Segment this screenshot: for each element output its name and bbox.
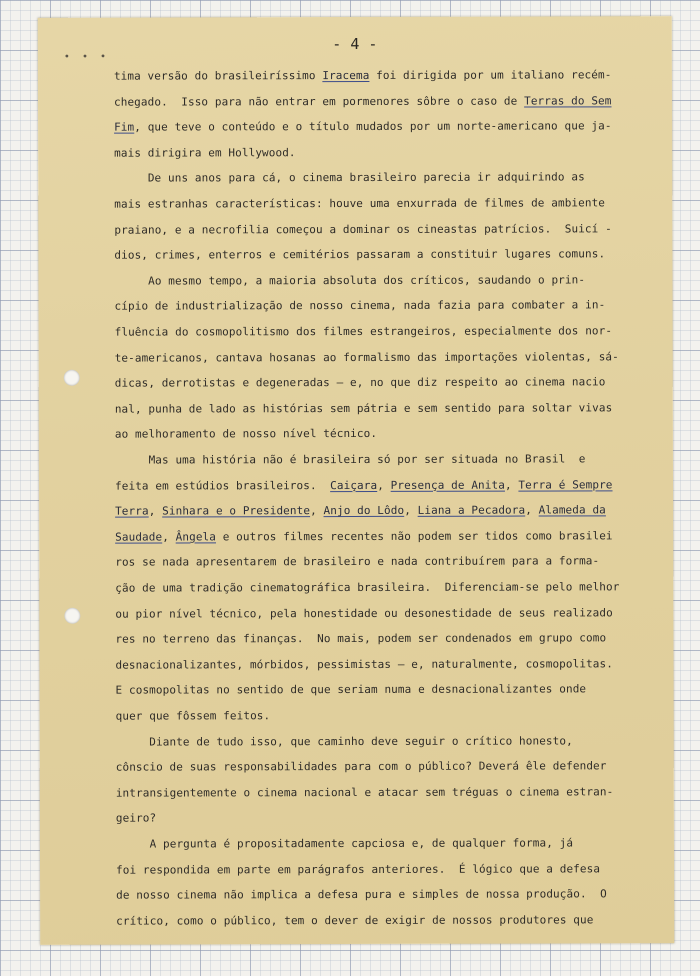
page-number: - 4 - <box>332 34 378 54</box>
underlined-film-title: Ângela <box>175 530 217 544</box>
text-line <box>115 401 613 415</box>
text-segment: cônscio de suas responsabilidades para com o público? Deverá êle defender <box>115 759 607 774</box>
text-segment: praiano, e a necrofilia começou a dominar os cineastas patrícios. Suicí - <box>114 221 612 237</box>
underlined-film-title: Saudade <box>115 530 163 544</box>
text-line <box>115 350 619 364</box>
underlined-film-title: Iracema <box>322 68 370 83</box>
text-segment: ao melhoramento de nosso nível técnico. <box>114 427 378 442</box>
text-segment: foi dirigida por um italiano recém- <box>369 68 612 82</box>
text-segment: intransigentemente o cinema nacional e atacar sem tréguas o cinema estran- <box>115 785 614 800</box>
text-segment: , <box>310 504 324 518</box>
text-segment: , que teve o conteúdo e o título mudados por um norte-americano que ja- <box>134 119 612 134</box>
text-line <box>115 299 606 313</box>
underlined-film-title: Terra é Sempre <box>518 477 613 492</box>
text-line <box>114 171 585 185</box>
text-segment: te-americanos, cantava hosanas ao formalismo das importações violentas, sá- <box>114 349 619 365</box>
text-segment: ros se nada apresentarem de brasileiro e nada contribuírem para a forma- <box>115 554 600 570</box>
text-segment: ou pior nível técnico, pela honestidade ou desonestidade de seus realizado <box>115 605 613 621</box>
underlined-film-title: Caiçara <box>330 478 378 492</box>
text-segment: dios, crimes, enterros e cemitérios passaram a constituir lugares comuns. <box>114 247 606 262</box>
underlined-film-title: Alameda da <box>538 503 606 517</box>
text-line <box>115 452 586 466</box>
text-segment: Mas uma história não é brasileira só por ser situada no Brasil e <box>114 452 586 467</box>
text-segment: res no terreno das finanças. No mais, podem ser condenados em grupo como <box>115 631 607 646</box>
text-segment: quer que fôssem feitos. <box>115 709 271 723</box>
text-line <box>114 196 605 210</box>
text-segment: de nosso cinema não implica a defesa pura e simples de nossa produção. O <box>116 887 607 902</box>
underlined-film-title: Liana a Pecadora <box>417 503 526 518</box>
text-line <box>116 888 607 902</box>
text-line <box>116 683 587 697</box>
text-line <box>114 248 605 262</box>
underlined-film-title: Sinhara e o Presidente <box>162 504 311 518</box>
text-line <box>116 836 573 850</box>
text-segment: A pergunta é propositadamente capciosa e, de qualquer forma, já <box>115 836 574 851</box>
text-line <box>116 760 607 774</box>
text-line <box>114 222 612 236</box>
text-line <box>115 478 613 492</box>
text-segment: tima versão do brasileiríssimo <box>113 69 323 83</box>
underlined-film-title: Presença de Anita <box>390 478 505 492</box>
text-line <box>115 632 606 646</box>
text-line <box>115 427 377 441</box>
text-segment: e outros filmes recentes não podem ser tidos como brasilei <box>215 529 613 544</box>
text-segment: Diante de tudo isso, que caminho deve seguir o crítico honesto, <box>115 734 573 749</box>
text-segment: cípio de industrialização de nosso cinema, nada fazia para combater a in- <box>114 298 606 314</box>
text-line <box>114 120 612 134</box>
text-segment: Ao mesmo tempo, a maioria absoluta dos críticos, saudando o prin- <box>114 273 586 288</box>
underlined-film-title: Terra <box>115 504 149 518</box>
text-segment: De uns anos para cá, o cinema brasileiro parecia ir adquirindo as <box>114 170 585 186</box>
text-segment: desnacionalizantes, mórbidos, pessimistas — e, naturalmente, cosmopolitas. <box>115 657 613 672</box>
text-segment: , <box>377 478 391 492</box>
text-line <box>115 376 606 390</box>
underlined-film-title: Fim <box>114 120 135 134</box>
text-segment: dicas, derrotistas e degeneradas — e, no que diz respeito ao cinema nacio <box>114 375 606 390</box>
text-line <box>114 68 612 82</box>
margin-dots: • • • <box>63 51 110 63</box>
text-line <box>115 324 613 338</box>
text-line <box>116 812 156 825</box>
text-segment: , <box>525 503 539 517</box>
text-line <box>114 273 585 287</box>
text-line <box>115 529 613 543</box>
text-segment: ção de uma tradição cinematográfica brasileira. Diferenciam-se pelo melhor <box>115 580 620 595</box>
text-segment: foi respondida em parte em parágrafos anteriores. É lógico que a defesa <box>116 861 601 877</box>
text-segment: mais dirigira em Hollywood. <box>114 145 296 160</box>
text-line <box>114 146 296 159</box>
document-page <box>38 16 674 945</box>
text-segment: geiro? <box>115 811 157 826</box>
text-line <box>116 913 593 927</box>
document-body <box>38 16 674 945</box>
text-line <box>116 734 573 748</box>
text-segment: mais estranhas características: houve uma enxurrada de filmes de ambiente <box>114 196 606 211</box>
underlined-film-title: Anjo do Lôdo <box>323 504 405 518</box>
text-segment: nal, punha de lado as histórias sem pátria e sem sentido para soltar vivas <box>114 401 613 416</box>
text-segment: crítico, como o público, tem o dever de exigir de nossos produtores que <box>116 913 594 928</box>
text-line <box>115 580 619 594</box>
text-segment: , <box>404 504 418 518</box>
text-line <box>115 504 606 518</box>
text-line <box>114 94 612 108</box>
text-line <box>115 555 599 569</box>
text-line <box>116 785 614 799</box>
text-line <box>115 606 613 620</box>
text-segment: fluência do cosmopolitismo dos filmes estrangeiros, especialmente dos nor- <box>114 324 613 339</box>
underlined-film-title: Terras do Sem <box>524 93 612 108</box>
text-line <box>115 657 613 671</box>
text-line <box>116 862 600 876</box>
text-segment: feita em estúdios brasileiros. <box>114 478 331 493</box>
text-segment: , <box>162 530 176 544</box>
text-line <box>116 709 271 722</box>
text-segment: , <box>148 504 163 518</box>
text-segment: E cosmopolitas no sentido de que seriam numa e desnacionalizantes onde <box>115 682 587 698</box>
text-segment: , <box>504 478 519 492</box>
text-segment: chegado. Isso para não entrar em pormenores sôbre o caso de <box>113 94 525 109</box>
